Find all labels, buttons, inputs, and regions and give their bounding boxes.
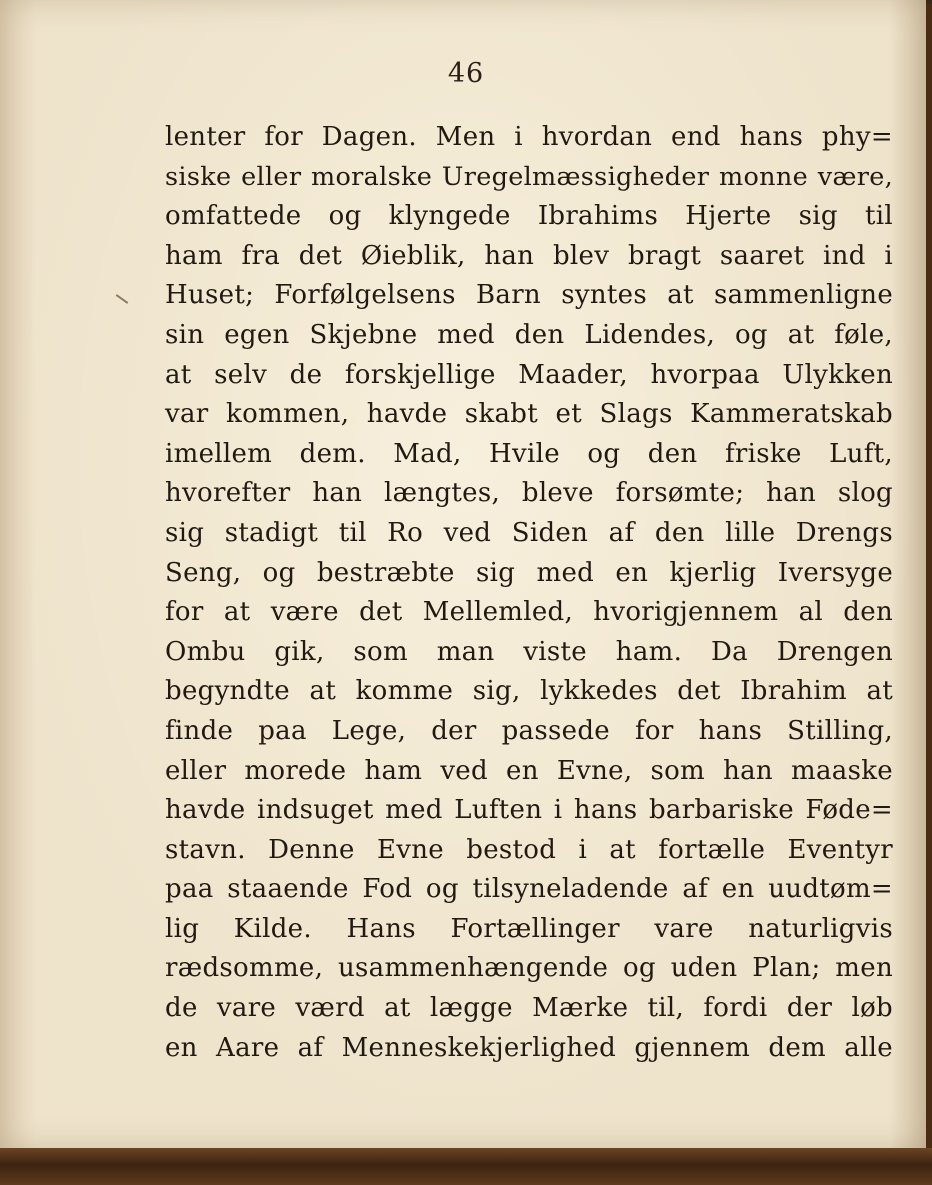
text-line: finde paa Lege, der passede for hans Stilling, <box>165 715 893 746</box>
stray-mark <box>116 294 129 304</box>
text-line: lig Kilde. Hans Fortællinger vare naturligvis <box>165 913 893 944</box>
text-line: Ombu gik, som man viste ham. Da Drengen <box>165 636 893 667</box>
text-line: sig stadigt til Ro ved Siden af den lille Drengs <box>165 517 893 548</box>
text-line: imellem dem. Mad, Hvile og den friske Luft, <box>165 438 893 469</box>
text-line: var kommen, havde skabt et Slags Kammeratskab <box>165 399 893 430</box>
page-number: 46 <box>447 58 485 89</box>
text-line: Seng, og bestræbte sig med en kjerlig Iversyge <box>165 557 893 588</box>
body-text <box>165 118 893 1068</box>
text-line: hvorefter han længtes, bleve forsømte; han slog <box>165 478 893 509</box>
text-line: eller morede ham ved en Evne, som han maaske <box>165 755 893 786</box>
text-line: omfattede og klyngede Ibrahims Hjerte sig til <box>165 201 893 232</box>
text-line: stavn. Denne Evne bestod i at fortælle Eventyr <box>165 834 893 865</box>
text-line: en Aare af Menneskekjerlighed gjennem dem alle <box>165 1032 893 1063</box>
text-line: Huset; Forfølgelsens Barn syntes at sammenligne <box>165 280 893 311</box>
text-line: at selv de forskjellige Maader, hvorpaa Ulykken <box>165 359 893 390</box>
text-line: rædsomme, usammenhængende og uden Plan; men <box>165 953 893 984</box>
text-line: ham fra det Øieblik, han blev bragt saaret ind i <box>165 240 893 271</box>
text-line: sin egen Skjebne med den Lidendes, og at føle, <box>165 319 893 350</box>
text-line: paa staaende Fod og tilsyneladende af en uudtøm= <box>165 874 893 905</box>
text-line: de vare værd at lægge Mærke til, fordi der løb <box>165 993 893 1024</box>
text-line: siske eller moralske Uregelmæssigheder monne være, <box>165 161 893 192</box>
bottom-edge <box>0 1148 932 1185</box>
text-line: for at være det Mellemled, hvorigjennem al den <box>165 597 893 628</box>
text-line: lenter for Dagen. Men i hvordan end hans phy= <box>165 122 893 152</box>
text-line: begyndte at komme sig, lykkedes det Ibrahim at <box>165 676 893 707</box>
text-line: havde indsuget med Luften i hans barbariske Føde= <box>165 795 893 826</box>
